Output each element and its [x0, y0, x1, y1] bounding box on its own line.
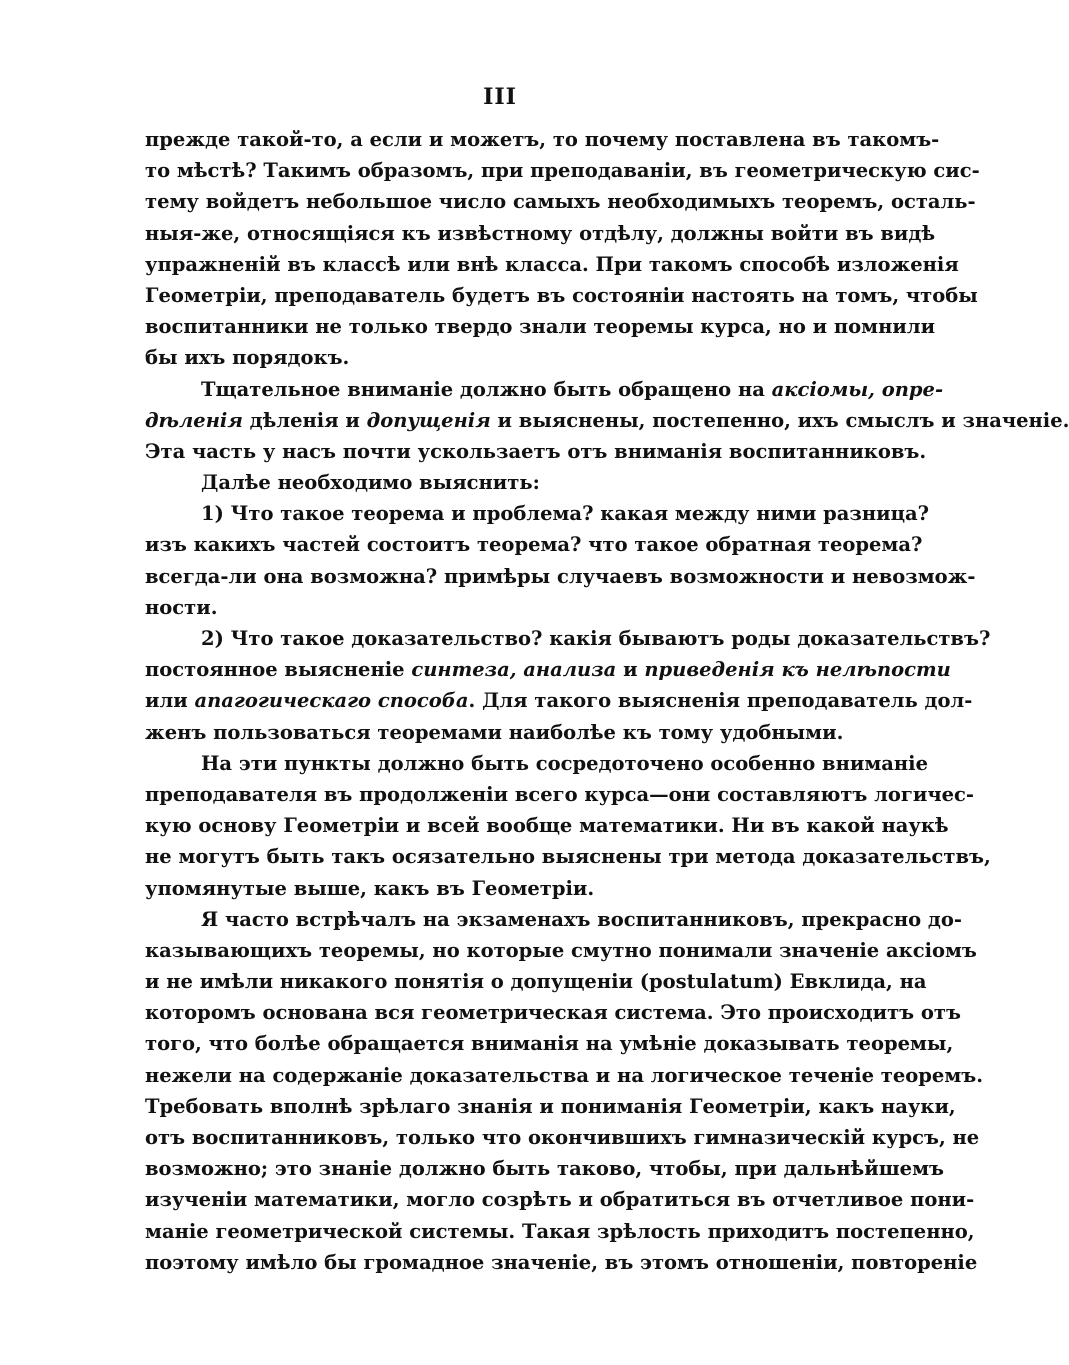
text-line: 1) Что такое теорема и проблема? какая между ними разница?	[201, 502, 930, 526]
text-run: постоянное выясненіе	[145, 658, 412, 682]
text-line: бы ихъ порядокъ.	[145, 346, 350, 370]
paragraph-4	[145, 498, 976, 623]
text-line: воспитанники не только твердо знали теоремы курса, но и помнили	[145, 315, 936, 339]
text-line: упражненій въ классѣ или внѣ класса. При такомъ способѣ изложенія	[145, 252, 959, 276]
text-run: Тщательное вниманіе должно быть обращено на	[201, 377, 772, 401]
text-line: поэтому имѣло бы громадное значеніе, въ этомъ отношеніи, повтореніе	[145, 1250, 978, 1274]
text-line: того, что болѣе обращается вниманія на умѣніе доказывать теоремы,	[145, 1032, 954, 1056]
text-line: казывающихъ теоремы, но которые смутно понимали значеніе аксіомъ	[145, 938, 977, 962]
text-line	[145, 654, 951, 685]
italic-term: приведенія къ нелѣпости	[644, 658, 951, 682]
text-line: маніе геометрической системы. Такая зрѣлость приходитъ постепенно,	[145, 1219, 975, 1243]
text-line: 2) Что такое доказательство? какія бываютъ роды доказательствъ?	[201, 627, 991, 650]
text-line: Эта часть у насъ почти ускользаетъ отъ вниманія воспитанниковъ.	[145, 439, 927, 463]
text-line: тему войдетъ небольшое число самыхъ необходимыхъ теоремъ, осталь-	[145, 190, 976, 214]
text-line: ности.	[145, 595, 218, 619]
text-line	[145, 374, 944, 405]
paragraph-1	[145, 124, 980, 374]
text-line: которомъ основана вся геометрическая система. Это происходитъ отъ	[145, 1001, 961, 1025]
text-line: упомянутые выше, какъ въ Геометріи.	[145, 876, 595, 900]
text-line: то мѣстѣ? Такимъ образомъ, при преподаваніи, въ геометрическую сис-	[145, 159, 980, 183]
paragraph-2	[145, 374, 1069, 468]
text-run: дѣленія и	[249, 408, 367, 432]
text-line: женъ пользоваться теоремами наиболѣе къ тому удобными.	[145, 720, 844, 744]
text-line: всегда-ли она возможна? примѣры случаевъ возможности и невозмож-	[145, 564, 976, 588]
text-line: нежели на содержаніе доказательства и на логическое теченіе теоремъ.	[145, 1063, 984, 1087]
text-line: изъ какихъ частей состоитъ теорема? что такое обратная теорема?	[145, 533, 923, 557]
text-line: Геометріи, преподаватель будетъ въ состояніи настоять на томъ, чтобы	[145, 283, 978, 307]
text-line: На эти пункты должно быть сосредоточено особенно вниманіе	[201, 751, 928, 775]
text-run: или	[145, 689, 195, 713]
italic-term: допущенія	[366, 408, 491, 432]
paragraph-7	[145, 904, 984, 1278]
text-line: Далѣе необходимо выяснить:	[201, 471, 540, 495]
body-text	[145, 124, 1069, 1278]
text-line: не могутъ быть такъ осязательно выяснены три метода доказательствъ,	[145, 845, 991, 869]
text-run: и	[616, 658, 645, 682]
text-line: отъ воспитанниковъ, только что окончившихъ гимназическій курсъ, не	[145, 1126, 980, 1149]
italic-term: аксіомы, опре-	[771, 377, 944, 401]
text-line: Требовать вполнѣ зрѣлаго знанія и пониманія Геометріи, какъ науки,	[145, 1094, 956, 1118]
italic-term: дѣленія	[145, 408, 243, 432]
text-line: и не имѣли никакого понятія о допущеніи (postulatum) Евклида, на	[145, 970, 927, 994]
text-line: Я часто встрѣчалъ на экзаменахъ воспитанниковъ, прекрасно до-	[201, 907, 963, 931]
italic-term: синтеза, анализа	[411, 658, 617, 682]
text-line	[145, 405, 1069, 436]
italic-term: апагогическаго способа	[194, 689, 469, 713]
text-run: и выяснены, постепенно, ихъ смыслъ и значеніе.	[497, 408, 1069, 432]
text-line: преподавателя въ продолженіи всего курса—они составляютъ логичес-	[145, 782, 974, 806]
text-line: прежде такой-то, а если и можетъ, то почему поставлена въ такомъ-	[145, 128, 940, 151]
text-line: возможно; это знаніе должно быть таково, чтобы, при дальнѣйшемъ	[145, 1157, 944, 1181]
paragraph-6	[145, 748, 991, 904]
text-line: изученіи математики, могло созрѣть и обратиться въ отчетливое пони-	[145, 1188, 975, 1212]
page-number: III	[483, 84, 517, 110]
text-line: ныя-же, относящіяся къ извѣстному отдѣлу, должны войти въ видѣ	[145, 221, 936, 245]
paragraph-5	[145, 623, 991, 748]
paragraph-3	[145, 467, 861, 498]
text-line	[145, 685, 973, 716]
text-line: кую основу Геометріи и всей вообще математики. Ни въ какой наукѣ	[145, 814, 949, 838]
text-run: . Для такого выясненія преподаватель дол-	[468, 689, 973, 713]
